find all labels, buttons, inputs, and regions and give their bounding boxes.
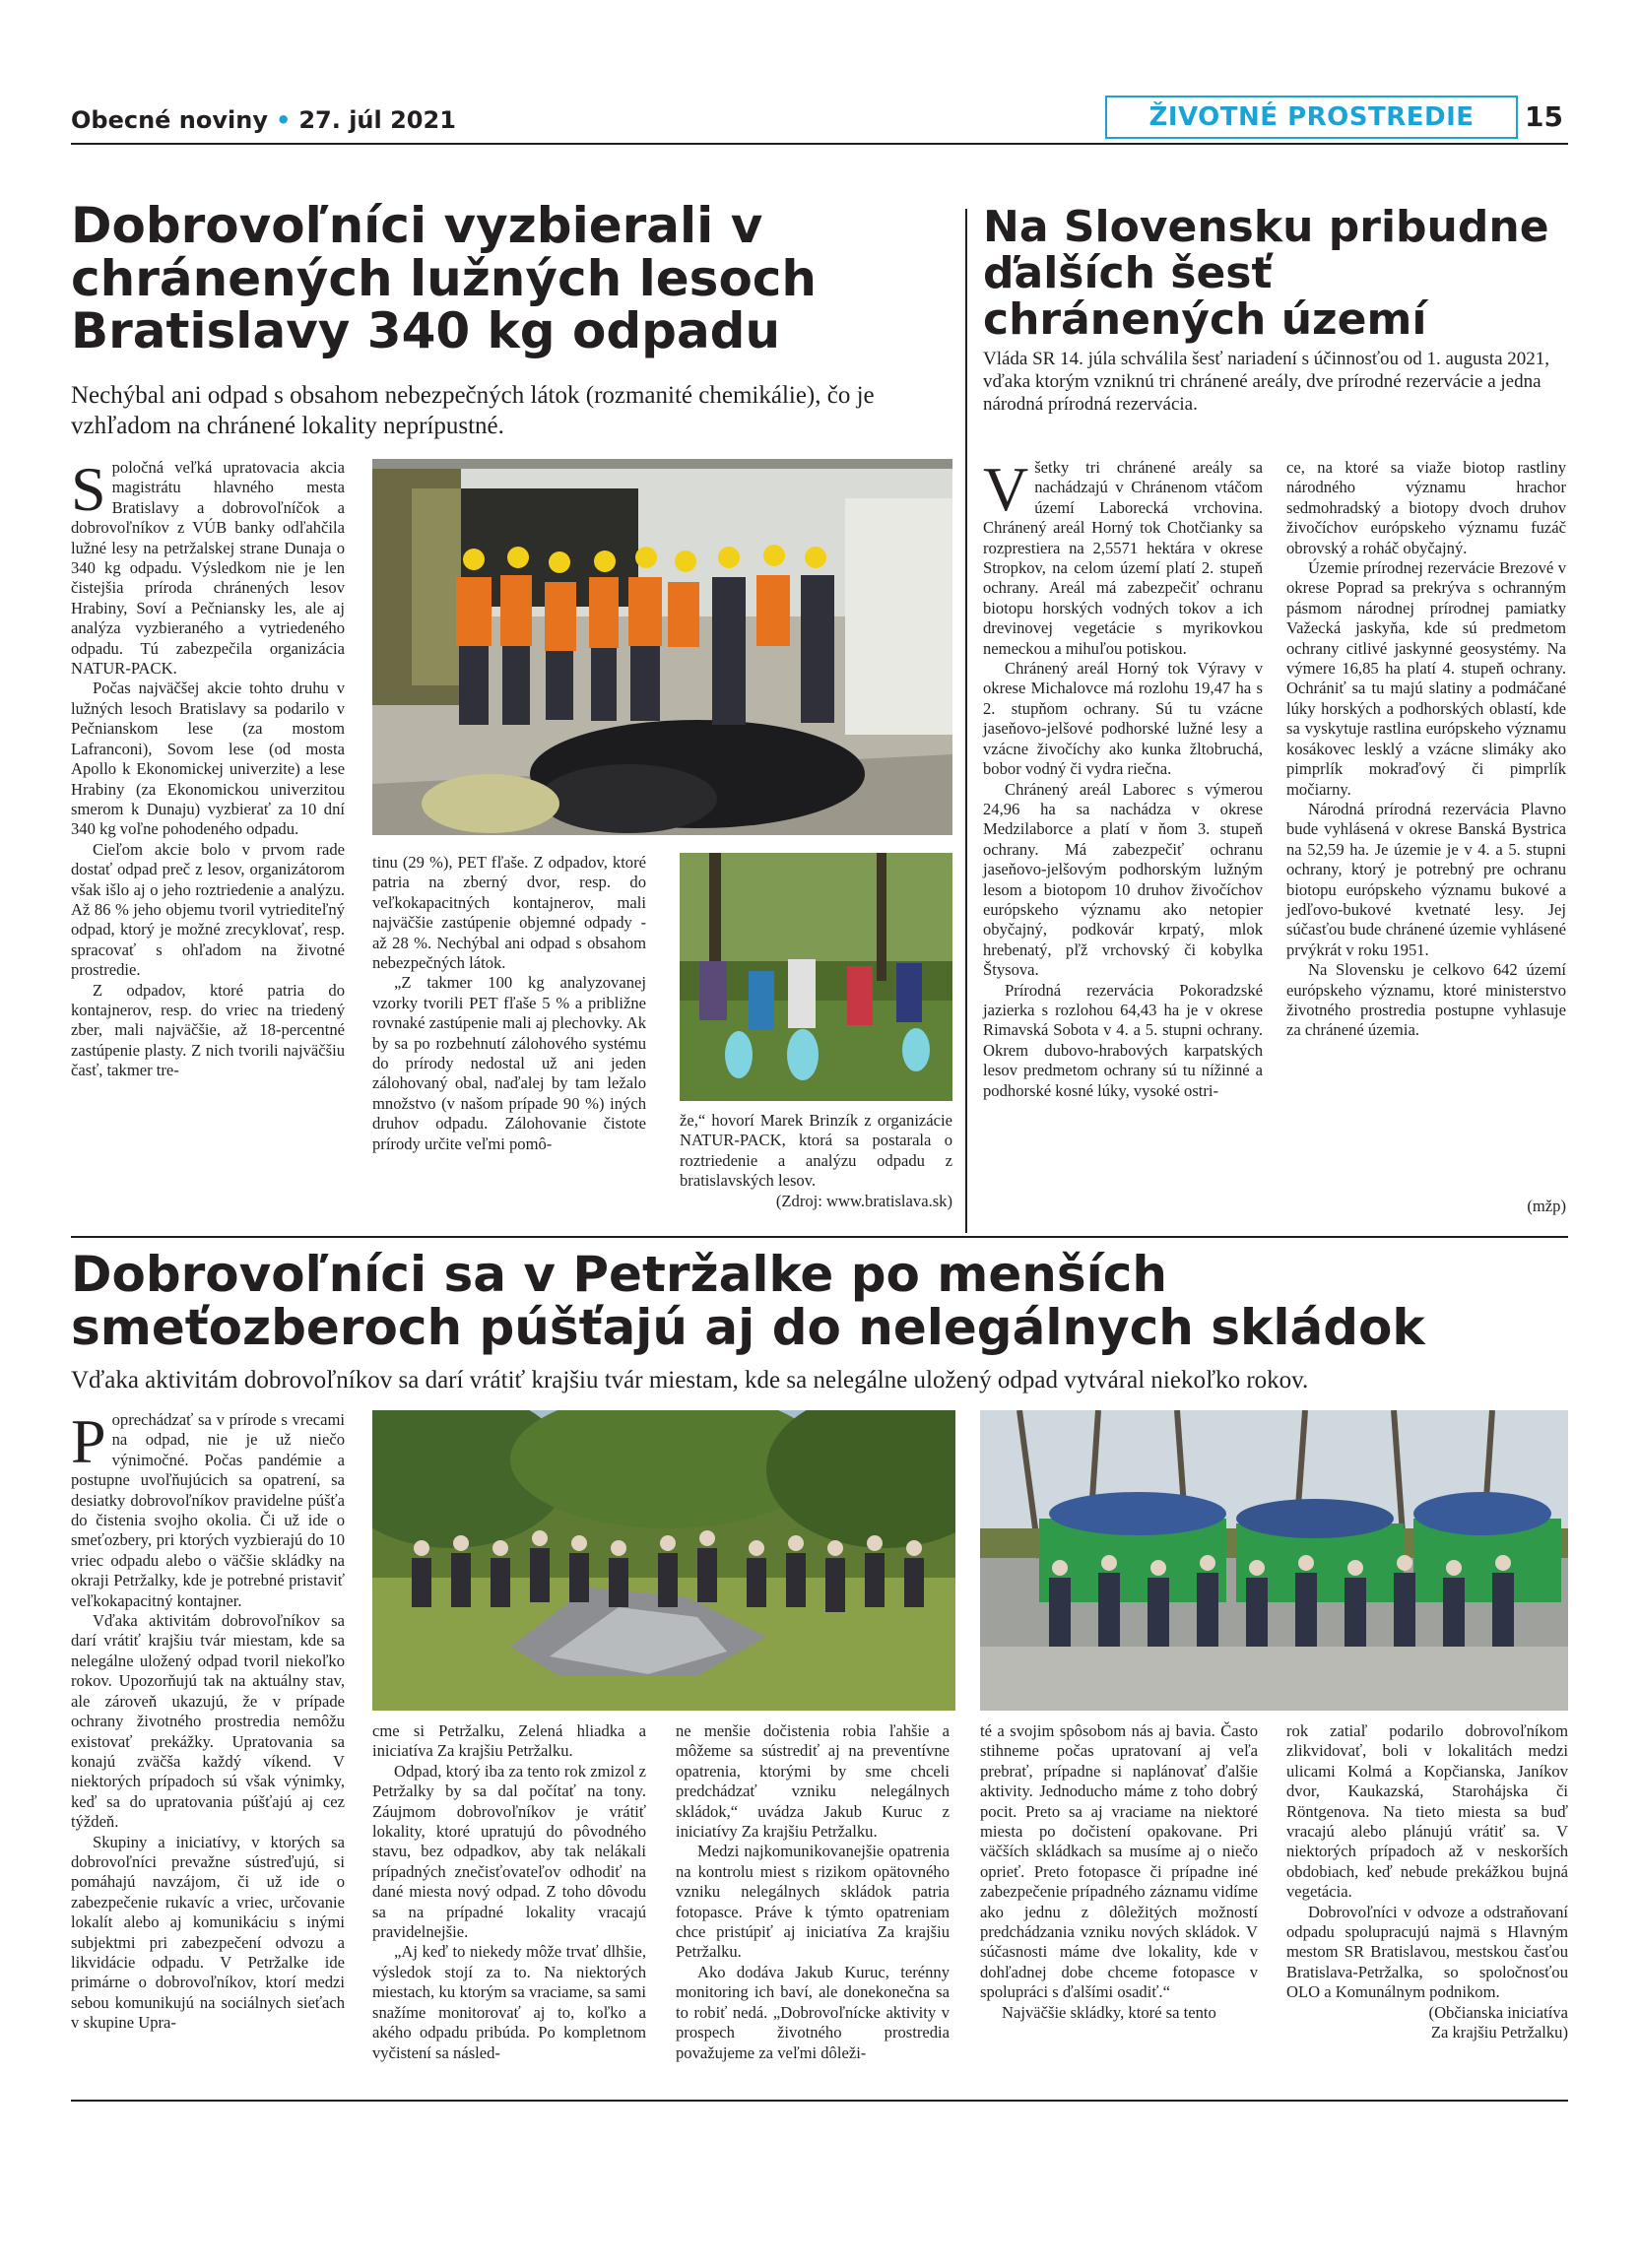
article3-column-2 xyxy=(372,1721,646,2063)
issue-date: 27. júl 2021 xyxy=(298,106,456,134)
article3-title: Dobrovoľníci sa v Petržalke po menších smeťozberoch púšťajú aj do nelegálnych skládok xyxy=(71,1246,1425,1356)
article3-column-3 xyxy=(676,1721,950,2063)
article1-title: Dobrovoľníci vyzbierali v chránených lužných lesoch Bratislavy 340 kg odpadu xyxy=(71,197,818,359)
paragraph: „Z takmer 100 kg analyzovanej vzorky tvorili PET fľaše 5 % a približne rovnaké zastúpenie mali aj plechovky. Ak by sa po rozbehnutí zálohového systému do prírody nedostal už ani jeden zálohovaný obal, naďalej by tam ležalo množstvo (v našom prípade 90 %) iných druhov odpadu. Zálohovanie čistote prírody určite veľmi pomô- xyxy=(372,973,646,1153)
article3-column-5 xyxy=(1286,1721,1568,2043)
paragraph: té a svojim spôsobom nás aj bavia. Často stihneme počas upratovaní aj veľa prebrať, prípadne si naplánovať ďalšie aktivity. Jednoducho máme z toho dobrý pocit. Preto sa aj vraciame na niektoré miesta po dočistení opakovane. Pri väčších skládkach sa musíme aj o niečo oprieť. Preto fotopasce či prípadne iné zabezpečenie prípadného záznamu vidíme ako jednu z dôležitých možností predchádzania vzniku nových skládok. V súčasnosti máme dve lokality, kde v dohľadnej dobe chceme fotopasce v spolupráci s ďalšími osadiť.“ xyxy=(980,1721,1258,2002)
article2-lead: Vláda SR 14. júla schválila šesť nariadení s účinnosťou od 1. augusta 2021, vďaka ktorým vzniknú tri chránené areály, dve prírodné rezervácie a jedna národná prírodná rezervácia. xyxy=(983,349,1550,415)
masthead xyxy=(71,106,456,134)
paragraph: Z odpadov, ktoré patria do kontajnerov, resp. do vriec na triedený zber, mali najväčšie, až 18-percentné zastúpenie plasty. Z nich tvorili najväčšiu časť, takmer tre- xyxy=(71,980,345,1080)
paragraph: šetky tri chránené areály sa nachádzajú v Chránenom vtáčom území Laborecká vrchovina. Chránený areál Horný tok Chotčianky sa rozprestiera na 2,5571 hektára v okrese Stropkov, na celom území platí 2. stupeň ochrany. Areál má zabezpečiť ochranu biotopu horských vodných tokov a ich drevinovej vegetácie s myrikovkou nemeckou a mihuľou potiskou. xyxy=(983,458,1263,658)
paragraph: Chránený areál Laborec s výmerou 24,96 ha sa nachádza v okrese Medzilaborce a platí v ňom 3. stupeň ochrany. Má zabezpečiť ochranu jaseňovo-jelšovým podhorským lužným lesom a biotopom 10 druhov živočíchov európskeho významu ako netopier obyčajný, podkovár krpatý, mlok hrebenatý, pľž vrchovský či kobylka Štysova. xyxy=(983,779,1263,980)
article2-title: Na Slovensku pribudne ďalších šesť chránených území xyxy=(983,202,1549,346)
footer-rule xyxy=(71,2100,1568,2102)
section-tag: ŽIVOTNÉ PROSTREDIE xyxy=(1105,96,1518,139)
paragraph: tinu (29 %), PET fľaše. Z odpadov, ktoré patria na zberný dvor, resp. do veľkokapacitných kontajnerov, mali najväčšie zastúpenie objemné odpady - až 28 %. Nechýbal ani odpad s obsahom nebezpečných látok. xyxy=(372,853,646,973)
paragraph: cme si Petržalku, Zelená hliadka a iniciatíva Za krajšiu Petržalku. xyxy=(372,1721,646,1761)
paragraph: Počas najväčšej akcie tohto druhu v lužných lesoch Bratislavy sa podarilo v Pečnianskom lese (za mostom Lafranconi), Sovom lese (od mosta Apollo k Ekonomickej univerzite) a lese Hrabiny (za Ekonomickou univerzitou smerom k Dunaju) vyzbierať za 10 dní 340 kg voľne pohodeného odpadu. xyxy=(71,679,345,839)
paragraph: Cieľom akcie bolo v prvom rade dostať odpad preč z lesov, organizátorom však išlo aj o jeho roztriedenie a analýzu. Až 86 % jeho objemu tvoril vytriediteľný odpad, ktorý je možné zrecyklovať, resp. spracovať s ohľadom na životné prostredie. xyxy=(71,839,345,980)
paragraph: ne menšie dočistenia robia ľahšie a môžeme sa sústrediť aj na preventívne opatrenia, ktorými by sme chceli predchádzať vzniku nelegálnych skládok,“ uvádza Jakub Kuruc z iniciatívy Za krajšiu Petržalku. xyxy=(676,1721,950,1842)
article3-column-4 xyxy=(980,1721,1258,2023)
paragraph: Chránený areál Horný tok Výravy v okrese Michalovce má rozlohu 19,47 ha s 2. stupňom ochrany. Sú tu vzácne jaseňovo-jelšové podhorské lužné lesy a vzácne živočíchy ako kunka žltobruchá, bobor vodný či vydra riečna. xyxy=(983,659,1263,779)
paragraph: Územie prírodnej rezervácie Brezové v okrese Poprad sa prekrýva s ochranným pásmom národnej prírodnej pamiatky Važecká jaskyňa, kde sú predmetom ochrany citlivé jaskynné geosystémy. Na výmere 16,85 ha platí 4. stupeň ochrany. Ochrániť sa tu majú slatiny a podmáčané lúky horských a podhorských oblastí, kde sa vyskytuje rastlina európskeho významu kosákovec lesklý a vzácne slimáky ako pimprlík mokraďový či pimprlík močiarny. xyxy=(1286,558,1566,799)
paragraph: ce, na ktoré sa viaže biotop rastliny národného významu hrachor sedmohradský a biotopy dvoch druhov živočíchov európskeho významu fuzáč obrovský a roháč obyčajný. xyxy=(1286,458,1566,557)
paragraph: Na Slovensku je celkovo 642 území európskeho významu, ktoré ministerstvo životného prostredia postupne vyhlasuje za chránené územia. xyxy=(1286,960,1566,1040)
article3-source-line-2: Za krajšiu Petržalku) xyxy=(1430,2023,1568,2042)
article1-source: (Zdroj: www.bratislava.sk) xyxy=(775,1191,952,1210)
dropcap: S xyxy=(71,454,106,524)
article1-column-3 xyxy=(680,1111,952,1211)
paragraph: Národná prírodná rezervácia Plavno bude vyhlásená v okrese Banská Bystrica na 52,59 ha. Je územie je v 4. a 5. stupni ochrany, ktorý je potrebný pre ochranu biotopu európskeho významu bukové a jedľovo-bukové kvetnaté lesy. Jej súčasťou bude chránené územie vyhlásené prvýkrát v roku 1951. xyxy=(1286,799,1566,959)
article2-column-1 xyxy=(983,454,1263,1101)
paragraph: Odpad, ktorý iba za tento rok zmizol z Petržalky by sa dal počítať na tony. Záujmom dobrovoľníkov je vrátiť lokality, ktoré upratujú do pôvodného stavu, bez odpadkov, aby tak nelákali prípadných znečisťovateľov odhodiť na dané miesta nový odpad. Z toho dôvodu sa na prípadné lokality vracajú pravidelnejšie. xyxy=(372,1761,646,1942)
paragraph: Medzi najkomunikovanejšie opatrenia na kontrolu miest s rizikom opätovného vzniku nelegálnych skládok patria fotopasce. Práve k týmto opatreniam chce pristúpiť aj iniciatíva Za krajšiu Petržalku. xyxy=(676,1842,950,1962)
article1-column-1 xyxy=(71,454,345,1081)
page-number: 15 xyxy=(1525,100,1563,133)
article1-lead: Nechýbal ani odpad s obsahom nebezpečných látok (rozmanité chemikálie), čo je vzhľadom na chránené lokality neprípustné. xyxy=(71,382,875,439)
article3-column-1 xyxy=(71,1406,345,2034)
article2-source: (mžp) xyxy=(1527,1197,1566,1215)
paragraph: „Aj keď to niekedy môže trvať dlhšie, výsledok stojí za to. Na niektorých miestach, ku ktorým sa vraciame, sa sami snažíme monitorovať aj to, koľko a akého odpadu pribúda. Po kompletnom vyčistení sa násled- xyxy=(372,1942,646,2062)
group-meadow-photo xyxy=(372,1410,955,1711)
paragraph: Vďaka aktivitám dobrovoľníkov sa darí vrátiť krajšiu tvár miestam, kde sa nelegálne uložený odpad tvoril niekoľko rokov. Upozorňujú tak na aktuálny stav, ale zároveň ukazujú, že v prípade ochrany životného prostredia nemôžu existovať prekážky. Upratovania sa konajú zväčša každý víkend. V niektorých prípadoch sú však výnimky, keď sa do upratovania púšťajú aj cez týždeň. xyxy=(71,1611,345,1832)
dropcap: P xyxy=(71,1406,106,1476)
paragraph: Ako dodáva Jakub Kuruc, terénny monitoring ich baví, ale donekonečna sa to robiť nedá. „Dobrovoľnícke aktivity v prospech životného prostredia považujeme za veľmi dôleži- xyxy=(676,1962,950,2062)
article2-column-2 xyxy=(1286,458,1566,1041)
paragraph: že,“ hovorí Marek Brinzík z organizácie NATUR-PACK, ktorá sa postarala o roztriedenie a analýzu odpadu z bratislavských lesov. xyxy=(680,1111,952,1191)
column-divider xyxy=(965,209,967,1233)
article1-column-2 xyxy=(372,853,646,1154)
publication-name: Obecné noviny xyxy=(71,106,268,134)
header-rule xyxy=(71,143,1568,145)
paragraph: Najväčšie skládky, ktoré sa tento xyxy=(1002,2002,1216,2022)
article3-source-line-1: (Občianska iniciatíva xyxy=(1428,2002,1568,2022)
paragraph: rok zatiaľ podarilo dobrovoľníkom zlikvidovať, boli v lokalitách medzi ulicami Kolmá a Kopčianska, Janíkov dvor, Kaukazská, Starohájska či Röntgenova. Na tieto miesta sa buď vracajú alebo plánujú vrátiť sa. V niektorých prípadoch až v neskorších obdobiach, keď nebude prekážkou bujná vegetácia. xyxy=(1286,1721,1568,1902)
paragraph: poločná veľká upratovacia akcia magistrátu hlavného mesta Bratislavy a dobrovoľníčok a dobrovoľníkov z VÚB banky odľahčila lužné lesy na petržalskej strane Dunaja o 340 kg odpadu. Výsledkom nie je len čistejšia príroda chránených lesov Hrabiny, Soví a Pečniansky les, ale aj analýza vyzbieraného a vytriedeného odpadu. Tú zabezpečila organizácia NATUR-PACK. xyxy=(71,458,345,679)
paragraph: Dobrovoľníci v odvoze a odstraňovaní odpadu spolupracujú najmä s Hlavným mestom SR Bratislavou, mestskou časťou Bratislava-Petržalka, so spoločnosťou OLO a Komunálnym podnikom. xyxy=(1286,1902,1568,2002)
volunteers-photo xyxy=(372,459,952,835)
article3-lead: Vďaka aktivitám dobrovoľníkov sa darí vrátiť krajšiu tvár miestam, kde sa nelegálne uložený odpad vytváral niekoľko rokov. xyxy=(71,1367,1309,1393)
article-divider xyxy=(71,1236,1568,1238)
paragraph: Skupiny a iniciatívy, v ktorých sa dobrovoľníci prevažne sústreďujú, si pomáhajú navzájom, či už ide o zabezpečenie rukavíc a vriec, určovanie lokalít alebo aj komunikáciu s inými subjektmi pri zabezpečení odvozu a likvidácie odpadu. V Petržalke ide primárne o dobrovoľníkov, ktorí medzi sebou komunikujú na sociálnych sieťach v skupine Upra- xyxy=(71,1832,345,2033)
paragraph: Prírodná rezervácia Pokoradzské jazierka s rozlohou 64,43 ha je v okrese Rimavská Sobota v 4. a 5. stupni ochrany. Okrem dubovo-hrabových karpatských lesov predmetom ochrany sú tu nížinné a podhorské kosné lúky, vysoké ostri- xyxy=(983,980,1263,1100)
paragraph: oprechádzať sa v prírode s vrecami na odpad, nie je už niečo výnimočné. Počas pandémie a postupne uvoľňujúcich sa opatrení, sa desiatky dobrovoľníkov pravidelne púšťa do čistenia svojho okolia. Či už ide o smeťozbery, pri ktorých vyzbierajú do 10 vriec odpadu alebo o väčšie skládky na okraji Petržalky, kde je potrebné pristaviť veľkokapacitný kontajner. xyxy=(71,1410,345,1610)
forest-cleanup-photo xyxy=(680,853,952,1101)
containers-group-photo xyxy=(980,1410,1568,1711)
dropcap: V xyxy=(983,454,1029,524)
bullet-icon: • xyxy=(275,106,292,134)
